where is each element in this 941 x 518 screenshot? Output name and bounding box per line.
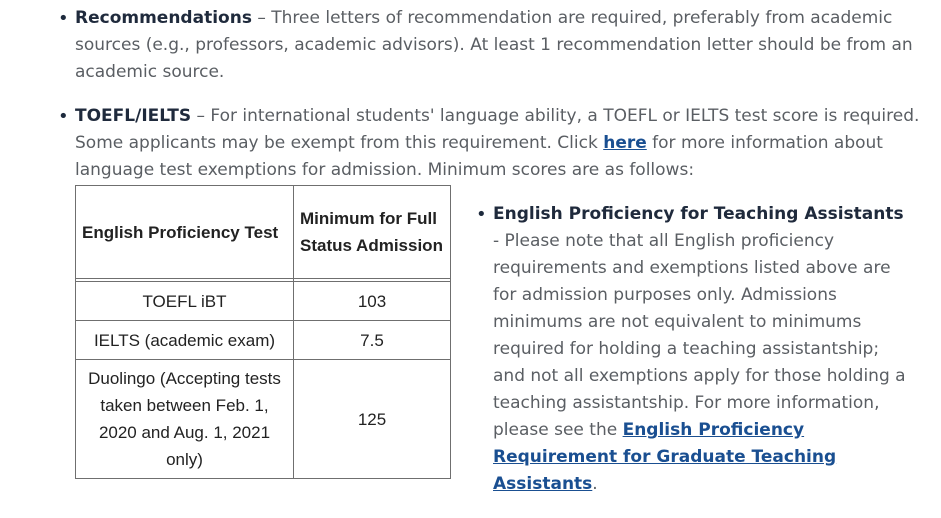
bullet-dot: • bbox=[476, 204, 487, 225]
teaching-assistants-title: English Proficiency for Teaching Assistants bbox=[493, 204, 904, 224]
test-name-cell: TOEFL iBT bbox=[76, 282, 294, 321]
toefl-text-after: for more information about language test exemptions for admission. Minimum scores are as follows: bbox=[75, 133, 883, 180]
recommendations-title: Recommendations bbox=[75, 8, 252, 28]
table-row bbox=[76, 360, 451, 479]
bullet-dot: • bbox=[58, 106, 69, 127]
recommendations-text: – Three letters of recommendation are required, preferably from academic sources (e.g., professors, academic advisors). At least 1 recommendation letter should be from an academic source. bbox=[75, 8, 913, 82]
table-row bbox=[76, 282, 451, 321]
toefl-text: – For international students' language ability, a TOEFL or IELTS test score is required. Some applicants may be exempt from this requirement. Click bbox=[75, 106, 920, 153]
table-row bbox=[76, 321, 451, 360]
recommendations-item bbox=[58, 5, 925, 86]
score-cell: 103 bbox=[294, 282, 451, 321]
toefl-ielts-item bbox=[58, 103, 925, 184]
exemptions-here-link[interactable]: here bbox=[603, 133, 647, 153]
toefl-title: TOEFL/IELTS bbox=[75, 106, 192, 126]
test-name-cell: Duolingo (Accepting tests taken between Feb. 1, 2020 and Aug. 1, 2021 only) bbox=[76, 360, 294, 479]
bullet-dot: • bbox=[58, 8, 69, 29]
eta-requirement-link[interactable]: English Proficiency Requirement for Graduate Teaching Assistants bbox=[493, 420, 837, 494]
teaching-assistants-item bbox=[476, 201, 913, 498]
score-cell: 125 bbox=[294, 360, 451, 479]
score-cell: 7.5 bbox=[294, 321, 451, 360]
teaching-assistants-end: . bbox=[592, 474, 598, 494]
test-name-cell: IELTS (academic exam) bbox=[76, 321, 294, 360]
table-header-row bbox=[76, 186, 451, 279]
header-test: English Proficiency Test bbox=[76, 186, 294, 279]
teaching-assistants-text: - Please note that all English proficiency requirements and exemptions listed above are for admission purposes only. Admissions minimums are not equivalent to minimums required for holding a teaching assistantship; and not all exemptions apply for those holding a teaching assistantship. For more information, please see the bbox=[493, 231, 906, 440]
minimum-scores-table bbox=[75, 185, 451, 479]
header-minimum: Minimum for Full Status Admission bbox=[294, 186, 451, 279]
